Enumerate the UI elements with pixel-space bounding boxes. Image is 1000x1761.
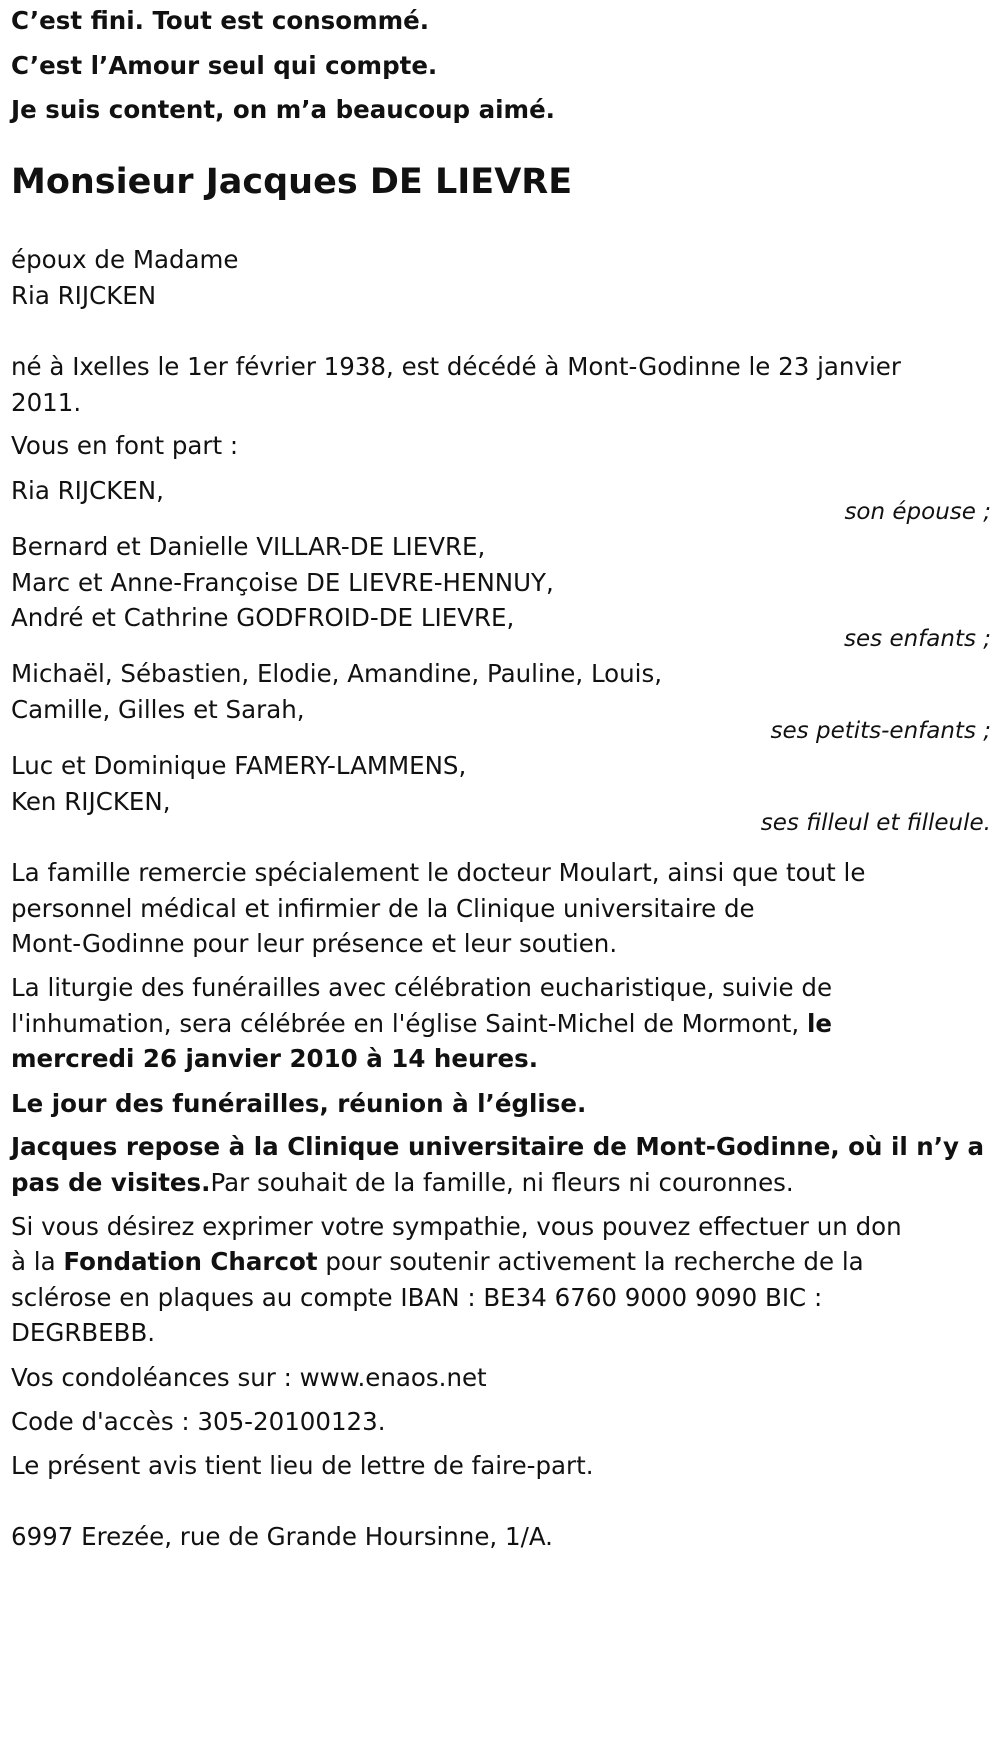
family-member-name: Bernard et Danielle VILLAR-DE LIEVRE, <box>11 532 486 561</box>
foundation-name: Fondation Charcot <box>63 1247 318 1276</box>
family-member-name: Marc et Anne-Françoise DE LIEVRE-HENNUY, <box>11 568 554 597</box>
family-role-grandchildren: ses petits-enfants ; <box>770 718 991 744</box>
announcement: Vous en font part : <box>11 431 239 460</box>
birth-death-text: né à Ixelles le 1er février 1938, est décédé à Mont-Godinne le 23 janvier <box>11 352 901 381</box>
family-member-name: André et Cathrine GODFROID-DE LIEVRE, <box>11 603 515 632</box>
donation-text: sclérose en plaques au compte IBAN : BE34 6760 9000 9090 BIC : <box>11 1283 823 1312</box>
donation-regular: à la <box>11 1247 64 1276</box>
spouse-name: Ria RIJCKEN <box>11 281 157 310</box>
repose-text: Jacques repose à la Clinique universitaire de Mont-Godinne, où il n’y a <box>11 1132 985 1161</box>
family-member-name: Ria RIJCKEN, <box>11 476 164 505</box>
family-role-spouse: son épouse ; <box>844 499 991 525</box>
liturgy-regular: l'inhumation, sera célébrée en l'église Saint-Michel de Mormont, <box>11 1009 807 1038</box>
family-member-name: Michaël, Sébastien, Elodie, Amandine, Pauline, Louis, <box>11 659 663 688</box>
address: 6997 Erezée, rue de Grande Hoursinne, 1/A. <box>11 1522 553 1551</box>
family-role-children: ses enfants ; <box>844 626 991 652</box>
donation-text: Si vous désirez exprimer votre sympathie, vous pouvez effectuer un don <box>11 1212 902 1241</box>
liturgy-date: mercredi 26 janvier 2010 à 14 heures. <box>11 1044 539 1073</box>
family-member-name: Ken RIJCKEN, <box>11 787 171 816</box>
donation-text: DEGRBEBB. <box>11 1318 156 1347</box>
thanks-text: personnel médical et infirmier de la Clinique universitaire de <box>11 894 755 923</box>
thanks-text: Mont-Godinne pour leur présence et leur soutien. <box>11 929 618 958</box>
donation-text <box>11 1247 864 1277</box>
liturgy-date-bold: le <box>806 1009 832 1038</box>
family-role-godchildren: ses filleul et filleule. <box>760 810 991 836</box>
access-code: Code d'accès : 305-20100123. <box>11 1407 386 1436</box>
verse-line: Je suis content, on m’a beaucoup aimé. <box>11 95 555 124</box>
repose-regular: Par souhait de la famille, ni fleurs ni couronnes. <box>210 1168 794 1197</box>
notice-text: Le présent avis tient lieu de lettre de faire-part. <box>11 1451 594 1480</box>
meeting-text: Le jour des funérailles, réunion à l’église. <box>11 1089 587 1118</box>
liturgy-text <box>11 1009 832 1039</box>
repose-bold: pas de visites. <box>11 1168 211 1197</box>
birth-death-text: 2011. <box>11 388 82 417</box>
deceased-name: Monsieur Jacques DE LIEVRE <box>11 162 573 202</box>
liturgy-text: La liturgie des funérailles avec célébration eucharistique, suivie de <box>11 973 833 1002</box>
thanks-text: La famille remercie spécialement le docteur Moulart, ainsi que tout le <box>11 858 866 887</box>
condolences-text: Vos condoléances sur : www.enaos.net <box>11 1363 487 1392</box>
spouse-intro: époux de Madame <box>11 245 239 274</box>
verse-line: C’est l’Amour seul qui compte. <box>11 51 438 80</box>
repose-text <box>11 1168 794 1198</box>
donation-regular: pour soutenir activement la recherche de la <box>317 1247 864 1276</box>
family-member-name: Luc et Dominique FAMERY-LAMMENS, <box>11 751 467 780</box>
verse-line: C’est fini. Tout est consommé. <box>11 6 430 35</box>
family-member-name: Camille, Gilles et Sarah, <box>11 695 305 724</box>
